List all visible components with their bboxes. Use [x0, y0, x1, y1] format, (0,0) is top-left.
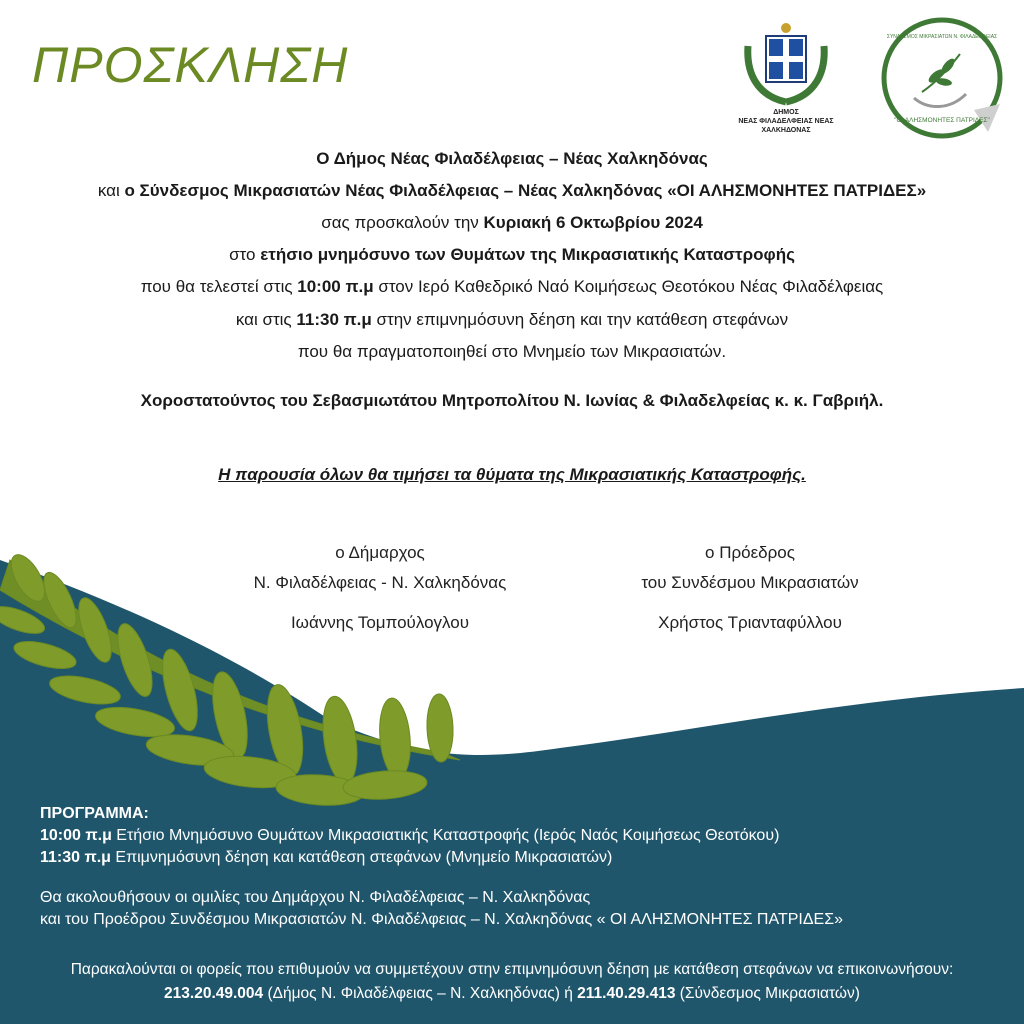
text-fragment: στην επιμνημόσυνη δέηση και την κατάθεση στεφάνων — [371, 310, 789, 329]
program-time: 10:00 π.μ — [40, 827, 112, 844]
event-name: ετήσιο μνημόσυνο των Θυμάτων της Μικρασιατικής Καταστροφής — [260, 245, 795, 264]
program-item — [40, 826, 779, 846]
program-speeches-line-1: Θα ακολουθήσουν οι ομιλίες του Δημάρχου Ν. Φιλαδέλφειας – Ν. Χαλκηδόνας — [40, 889, 591, 906]
program-text: Ετήσιο Μνημόσυνο Θυμάτων Μικρασιατικής Καταστροφής (Ιερός Ναός Κοιμήσεως Θεοτόκου) — [111, 827, 780, 844]
signature-president — [560, 538, 940, 638]
invitation-closing — [0, 464, 1024, 486]
contact-phones — [0, 982, 1024, 1005]
emblem-caption-line-2: ΝΕΑΣ ΦΙΛΑΔΕΛΦΕΙΑΣ ΝΕΑΣ ΧΑΛΚΗΔΟΝΑΣ — [738, 118, 834, 134]
signature-office: Ν. Φιλαδέλφειας - Ν. Χαλκηδόνας — [253, 573, 507, 592]
text-fragment: που θα τελεστεί στις — [140, 277, 298, 296]
text-fragment: και στις — [235, 310, 297, 329]
page-title: ΠΡΟΣΚΛΗΣΗ — [32, 37, 349, 93]
emblem-caption — [716, 108, 856, 135]
phone-owner: (Σύνδεσμος Μικρασιατών) — [675, 985, 860, 1002]
text-fragment: και — [97, 181, 125, 200]
text-fragment: στον Ιερό Καθεδρικό Ναό Κοιμήσεως Θεοτόκου Νέας Φιλαδέλφειας — [373, 277, 884, 296]
text-fragment: στο — [229, 245, 261, 264]
program-speeches-line-2: και του Προέδρου Συνδέσμου Μικρασιατών Ν. Φιλαδέλφειας – Ν. Χαλκηδόνας « ΟΙ ΑΛΗΣΜΟΝΗΤΕΣ ΠΑΤΡΙΔΕΣ» — [40, 911, 843, 928]
program-text: Επιμνημόσυνη δέηση και κατάθεση στεφάνων (Μνημείο Μικρασιατών) — [110, 849, 613, 866]
signature-office: του Συνδέσμου Μικρασιατών — [641, 573, 859, 592]
association-logo-icon — [878, 14, 1006, 142]
program-item — [40, 848, 612, 868]
emblem-caption-line-1: ΔΗΜΟΣ — [773, 109, 799, 116]
invitation-line-7: που θα πραγματοποιηθεί στο Μνημείο των Μικρασιατών. — [297, 342, 727, 361]
program-time: 11:30 π.μ — [40, 849, 111, 866]
invitation-officiant: Χοροστατούντος του Σεβασμιωτάτου Μητροπολίτου Ν. Ιωνίας & Φιλαδελφείας κ. κ. Γαβριήλ. — [140, 391, 884, 410]
event-time: 10:00 π.μ — [297, 277, 374, 296]
invitation-line-4 — [0, 244, 1024, 266]
association-logo-name: ΣΥΝΔΕΣΜΟΣ ΜΙΚΡΑΣΙΑΤΩΝ Ν. ΦΙΛΑΔΕΛΦΕΙΑΣ — [886, 34, 998, 40]
phone-number: 213.20.49.004 — [164, 985, 264, 1002]
phone-number: 211.40.29.413 — [577, 985, 676, 1002]
event-date: Κυριακή 6 Οκτωβρίου 2024 — [483, 213, 703, 232]
association-logo-motto: "ΟΙ ΑΛΗΣΜΟΝΗΤΕΣ ΠΑΤΡΙΔΕΣ" — [894, 117, 990, 124]
signature-title: ο Πρόεδρος — [705, 543, 795, 562]
invitation-line-2 — [0, 180, 1024, 202]
signature-person: Χρήστος Τριανταφύλλου — [658, 613, 842, 632]
program-heading: ΠΡΟΓΡΑΜΜΑ: — [40, 805, 149, 822]
phone-owner: (Δήμος Ν. Φιλαδέλφειας – Ν. Χαλκηδόνας) ή — [263, 985, 578, 1002]
municipality-emblem-icon — [740, 16, 832, 108]
invitation-line-6 — [0, 309, 1024, 331]
event-time: 11:30 π.μ — [296, 310, 372, 329]
signature-mayor — [200, 538, 560, 638]
contact-line: Παρακαλούνται οι φορείς που επιθυμούν να συμμετέχουν στην επιμνημόσυνη δέηση με κατάθεση στεφάνων να επικοινωνήσουν: — [70, 961, 954, 978]
association-name: ο Σύνδεσμος Μικρασιατών Νέας Φιλαδέλφειας – Νέας Χαλκηδόνας «ΟΙ ΑΛΗΣΜΟΝΗΤΕΣ ΠΑΤΡΙΔΕΣ» — [124, 181, 927, 200]
closing-text: Η παρουσία όλων θα τιμήσει τα θύματα της Μικρασιατικής Καταστροφής. — [218, 465, 806, 484]
invitation-line-3 — [0, 212, 1024, 234]
invitation-line-1: Ο Δήμος Νέας Φιλαδέλφειας – Νέας Χαλκηδόνας — [316, 149, 708, 168]
signature-person: Ιωάννης Τομπούλογλου — [290, 613, 470, 632]
invitation-line-5 — [0, 276, 1024, 298]
text-fragment: σας προσκαλούν την — [321, 213, 484, 232]
signature-title: ο Δήμαρχος — [335, 543, 425, 562]
